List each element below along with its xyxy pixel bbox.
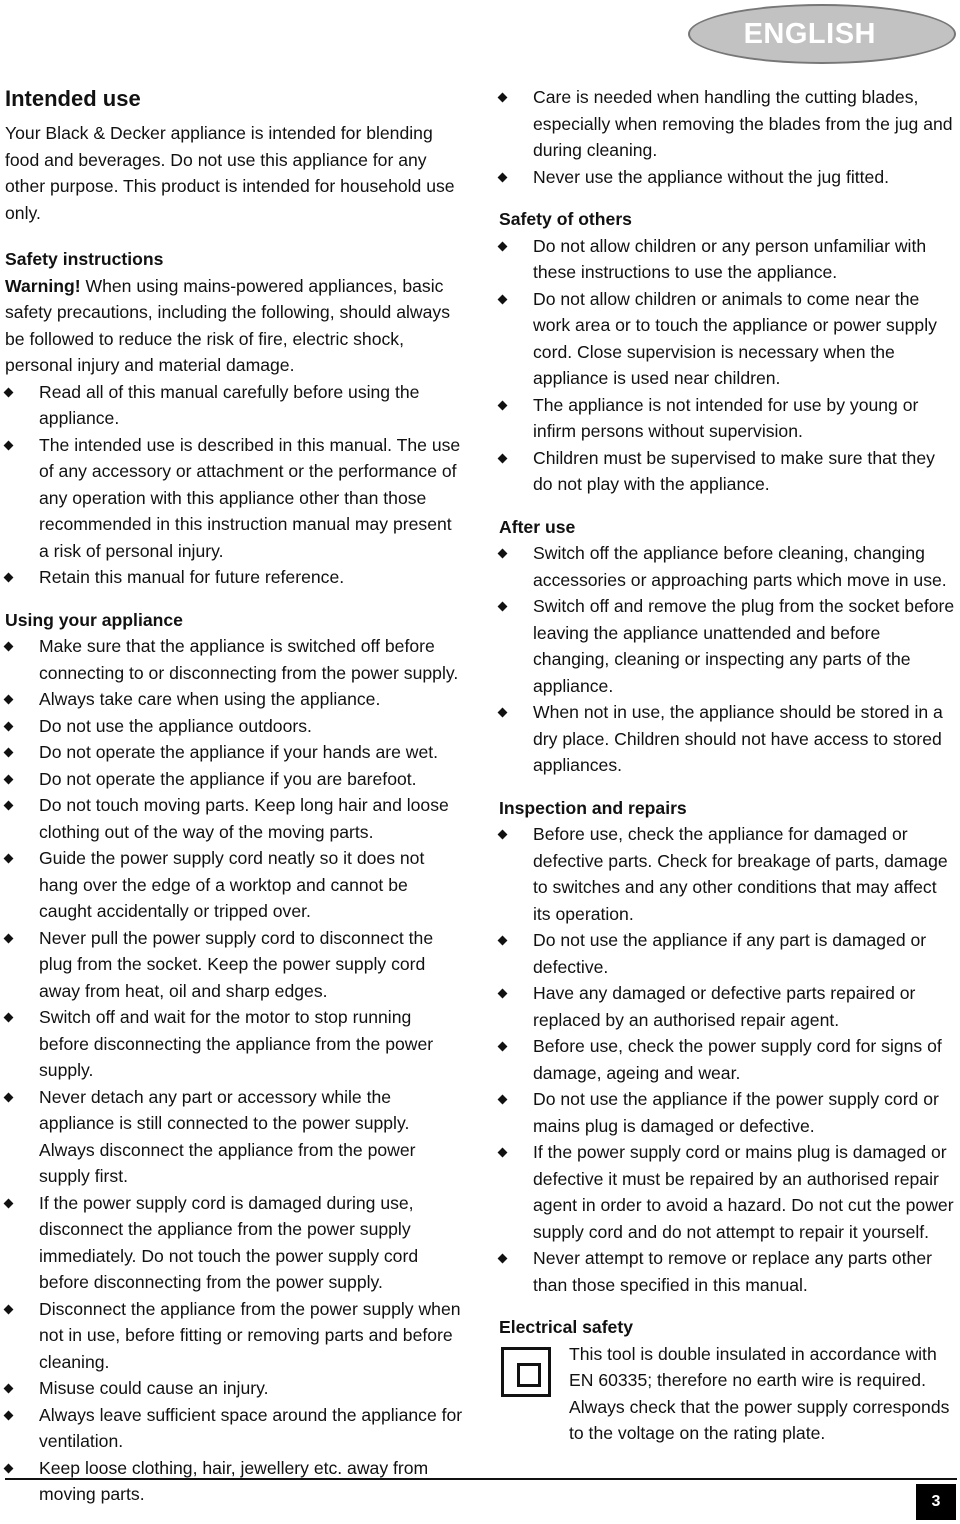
using-list — [5, 633, 463, 1508]
list-item: Always take care when using the appliance. — [5, 686, 463, 713]
diamond-bullet-icon — [4, 695, 14, 705]
diamond-bullet-icon — [4, 642, 14, 652]
intended-use-text: Your Black & Decker appliance is intended for blending food and beverages. Do not use this appliance for any other purpose. This product is intended for household use only. — [5, 123, 455, 223]
list-item: Do not use the appliance if the power supply cord or mains plug is damaged or defective. — [499, 1086, 955, 1139]
diamond-bullet-icon — [4, 748, 14, 758]
list-item: Disconnect the appliance from the power supply when not in use, before fitting or removing parts and before cleaning. — [5, 1296, 463, 1376]
blade-care-list — [499, 84, 955, 190]
list-item: Switch off the appliance before cleaning, changing accessories or approaching parts which move in use. — [499, 540, 955, 593]
electrical-safety-block — [499, 1341, 955, 1447]
diamond-bullet-icon — [4, 801, 14, 811]
diamond-bullet-icon — [498, 93, 508, 103]
list-item: Do not touch moving parts. Keep long hair and loose clothing out of the way of the moving parts. — [5, 792, 463, 845]
diamond-bullet-icon — [4, 1384, 14, 1394]
diamond-bullet-icon — [4, 1198, 14, 1208]
list-item: Misuse could cause an injury. — [5, 1375, 463, 1402]
list-item: If the power supply cord is damaged during use, disconnect the appliance from the power supply immediately. Do not touch the power supply cord before disconnecting from the power supply. — [5, 1190, 463, 1296]
safety-of-others-heading: Safety of others — [499, 209, 632, 229]
warning-text: When using mains-powered appliances, basic safety precautions, including the following, should always be followed to reduce the risk of fire, electric shock, personal injury and material damage. — [5, 275, 450, 375]
diamond-bullet-icon — [4, 774, 14, 784]
diamond-bullet-icon — [498, 453, 508, 463]
double-insulation-icon — [501, 1347, 551, 1397]
page-number: 3 — [916, 1484, 956, 1520]
left-column — [5, 84, 463, 1508]
safety-list — [5, 379, 463, 591]
list-item: The intended use is described in this manual. The use of any accessory or attachment or the performance of any operation with this appliance other than those recommended in this instruction manual may present a risk of personal injury. — [5, 432, 463, 565]
diamond-bullet-icon — [498, 549, 508, 559]
list-item: Never attempt to remove or replace any parts other than those specified in this manual. — [499, 1245, 955, 1298]
list-item: Always leave sufficient space around the appliance for ventilation. — [5, 1402, 463, 1455]
list-item: Do not operate the appliance if you are barefoot. — [5, 766, 463, 793]
list-item: Switch off and wait for the motor to stop running before disconnecting the appliance from the power supply. — [5, 1004, 463, 1084]
list-item: Switch off and remove the plug from the socket before leaving the appliance unattended and before changing, cleaning or inspecting any parts of the appliance. — [499, 593, 955, 699]
diamond-bullet-icon — [4, 1013, 14, 1023]
list-item: Do not use the appliance outdoors. — [5, 713, 463, 740]
diamond-bullet-icon — [498, 936, 508, 946]
list-item: Do not operate the appliance if your hands are wet. — [5, 739, 463, 766]
diamond-bullet-icon — [4, 1304, 14, 1314]
after-use-list — [499, 540, 955, 779]
language-tab — [688, 4, 956, 64]
list-item: Never pull the power supply cord to disconnect the plug from the socket. Keep the power supply cord away from heat, oil and sharp edges. — [5, 925, 463, 1005]
list-item: Care is needed when handling the cutting blades, especially when removing the blades from the jug and during cleaning. — [499, 84, 955, 164]
list-item: Never detach any part or accessory while the appliance is still connected to the power supply. Always disconnect the appliance from the power supply first. — [5, 1084, 463, 1190]
diamond-bullet-icon — [4, 387, 14, 397]
others-list — [499, 233, 955, 498]
list-item: Have any damaged or defective parts repaired or replaced by an authorised repair agent. — [499, 980, 955, 1033]
diamond-bullet-icon — [498, 1042, 508, 1052]
electrical-safety-heading: Electrical safety — [499, 1317, 633, 1337]
warning-label: Warning! — [5, 275, 81, 296]
list-item: Do not allow children or animals to come near the work area or to touch the appliance or power supply cord. Close supervision is necessary when the appliance is used near children. — [499, 286, 955, 392]
diamond-bullet-icon — [4, 1092, 14, 1102]
diamond-bullet-icon — [4, 1463, 14, 1473]
list-item: Do not allow children or any person unfamiliar with these instructions to use the appliance. — [499, 233, 955, 286]
language-tab-label: ENGLISH — [743, 17, 876, 50]
list-item: Make sure that the appliance is switched off before connecting to or disconnecting from the power supply. — [5, 633, 463, 686]
list-item: When not in use, the appliance should be stored in a dry place. Children should not have access to stored appliances. — [499, 699, 955, 779]
electrical-safety-text: This tool is double insulated in accordance with EN 60335; therefore no earth wire is required. Always check that the power supply corresponds to the voltage on the rating plate. — [569, 1343, 950, 1443]
diamond-bullet-icon — [498, 241, 508, 251]
list-item: Read all of this manual carefully before using the appliance. — [5, 379, 463, 432]
using-appliance-heading: Using your appliance — [5, 609, 183, 630]
diamond-bullet-icon — [4, 440, 14, 450]
after-use-heading: After use — [499, 516, 576, 537]
safety-instructions-heading: Safety instructions — [5, 249, 164, 269]
list-item: Children must be supervised to make sure that they do not play with the appliance. — [499, 445, 955, 498]
diamond-bullet-icon — [4, 933, 14, 943]
list-item: Keep loose clothing, hair, jewellery etc. away from moving parts. — [5, 1455, 463, 1508]
diamond-bullet-icon — [4, 721, 14, 731]
diamond-bullet-icon — [4, 1410, 14, 1420]
footer-rule — [5, 1478, 957, 1480]
diamond-bullet-icon — [498, 830, 508, 840]
list-item: Never use the appliance without the jug fitted. — [499, 164, 955, 191]
list-item: Before use, check the appliance for damaged or defective parts. Check for breakage of parts, damage to switches and any other conditions that may affect its operation. — [499, 821, 955, 927]
inspection-list — [499, 821, 955, 1298]
diamond-bullet-icon — [498, 1254, 508, 1264]
right-column — [499, 84, 955, 1447]
diamond-bullet-icon — [498, 1095, 508, 1105]
diamond-bullet-icon — [498, 294, 508, 304]
list-item: Do not use the appliance if any part is damaged or defective. — [499, 927, 955, 980]
diamond-bullet-icon — [4, 854, 14, 864]
diamond-bullet-icon — [498, 172, 508, 182]
list-item: Retain this manual for future reference. — [5, 564, 463, 591]
list-item: If the power supply cord or mains plug is damaged or defective it must be repaired by an authorised repair agent in order to avoid a hazard. Do not cut the power supply cord and do not attempt to repair it yourself. — [499, 1139, 955, 1245]
inspection-repairs-heading: Inspection and repairs — [499, 797, 687, 818]
intended-use-heading: Intended use — [5, 86, 141, 111]
diamond-bullet-icon — [498, 1148, 508, 1158]
warning-paragraph — [5, 273, 463, 379]
diamond-bullet-icon — [498, 400, 508, 410]
diamond-bullet-icon — [498, 708, 508, 718]
list-item: Before use, check the power supply cord for signs of damage, ageing and wear. — [499, 1033, 955, 1086]
diamond-bullet-icon — [498, 602, 508, 612]
diamond-bullet-icon — [498, 989, 508, 999]
diamond-bullet-icon — [4, 573, 14, 583]
list-item: Guide the power supply cord neatly so it does not hang over the edge of a worktop and cannot be caught accidentally or tripped over. — [5, 845, 463, 925]
list-item: The appliance is not intended for use by young or infirm persons without supervision. — [499, 392, 955, 445]
